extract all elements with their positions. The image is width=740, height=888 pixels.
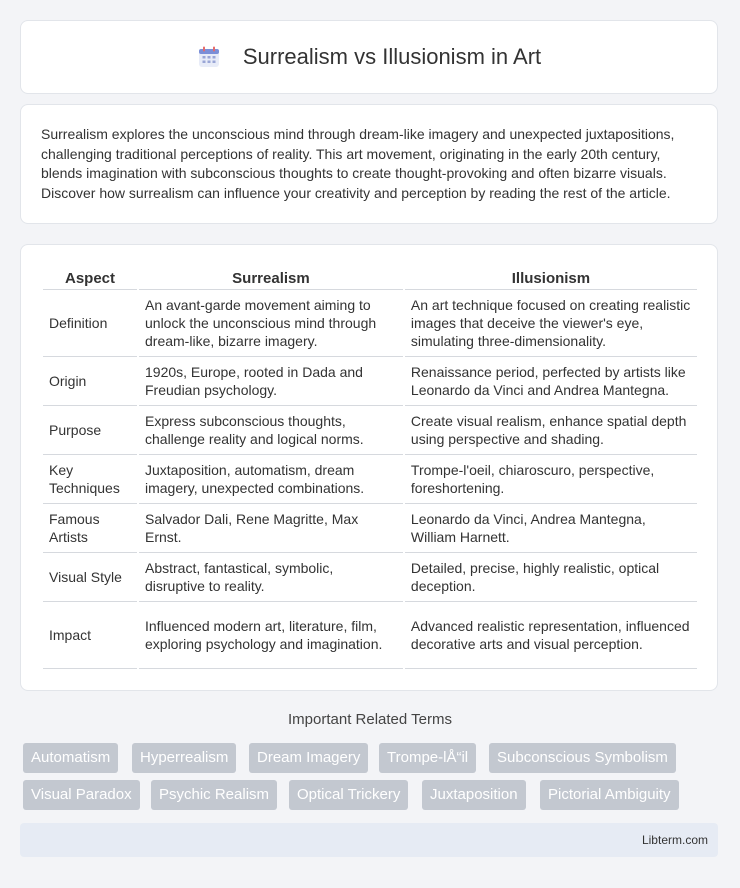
term-tag[interactable]: Visual Paradox xyxy=(23,780,140,810)
row-surrealism: Express subconscious thoughts, challenge reality and logical norms. xyxy=(139,406,403,455)
header-card xyxy=(20,20,718,94)
row-illusionism: Detailed, precise, highly realistic, optical deception. xyxy=(405,553,697,602)
table-header-row xyxy=(43,267,697,290)
row-illusionism: Leonardo da Vinci, Andrea Mantegna, William Harnett. xyxy=(405,504,697,553)
table-row xyxy=(43,290,697,357)
term-tag[interactable]: Automatism xyxy=(23,743,118,773)
term-tag[interactable]: Trompe-lÅ“il xyxy=(379,743,476,773)
row-aspect: Famous Artists xyxy=(43,504,137,553)
row-surrealism: Salvador Dali, Rene Magritte, Max Ernst. xyxy=(139,504,403,553)
row-aspect: Purpose xyxy=(43,406,137,455)
row-illusionism: Renaissance period, perfected by artists like Leonardo da Vinci and Andrea Mantegna. xyxy=(405,357,697,406)
row-surrealism: Abstract, fantastical, symbolic, disruptive to reality. xyxy=(139,553,403,602)
term-tag[interactable]: Pictorial Ambiguity xyxy=(540,780,679,810)
table-row xyxy=(43,553,697,602)
row-surrealism: 1920s, Europe, rooted in Dada and Freudian psychology. xyxy=(139,357,403,406)
row-surrealism: Juxtaposition, automatism, dream imagery, unexpected combinations. xyxy=(139,455,403,504)
row-surrealism: Influenced modern art, literature, film, exploring psychology and imagination. xyxy=(139,602,403,669)
term-tag[interactable]: Optical Trickery xyxy=(289,780,408,810)
header-illusionism: Illusionism xyxy=(405,267,697,290)
term-tag[interactable]: Hyperrealism xyxy=(132,743,236,773)
row-aspect: Definition xyxy=(43,290,137,357)
header-aspect: Aspect xyxy=(43,267,137,290)
table-row xyxy=(43,602,697,669)
intro-card xyxy=(20,104,718,224)
row-aspect: Origin xyxy=(43,357,137,406)
footer-site-link[interactable]: Libterm.com xyxy=(641,833,708,847)
row-illusionism: Advanced realistic representation, influenced decorative arts and visual perception. xyxy=(405,602,697,669)
term-tag[interactable]: Psychic Realism xyxy=(151,780,277,810)
row-aspect: Impact xyxy=(43,602,137,669)
intro-text: Surrealism explores the unconscious mind through dream-like imagery and unexpected juxtapositions, challenging traditional perceptions of reality. This art movement, originating in the early 20th century, blends imagination with subconscious thoughts to create thought-provoking and often bizarre visuals. Discover how surrealism can influence your creativity and perception by reading the rest of the article. xyxy=(41,126,675,201)
related-terms-title: Important Related Terms xyxy=(288,711,452,728)
row-aspect: Visual Style xyxy=(43,553,137,602)
comparison-card xyxy=(20,244,718,691)
row-surrealism: An avant-garde movement aiming to unlock the unconscious mind through dream-like, bizarre imagery. xyxy=(139,290,403,357)
term-tag[interactable]: Dream Imagery xyxy=(249,743,368,773)
table-row xyxy=(43,357,697,406)
footer xyxy=(20,823,718,857)
row-illusionism: Create visual realism, enhance spatial depth using perspective and shading. xyxy=(405,406,697,455)
calendar-icon xyxy=(197,45,221,69)
table-row xyxy=(43,455,697,504)
row-illusionism: Trompe-l'oeil, chiaroscuro, perspective, foreshortening. xyxy=(405,455,697,504)
table-row xyxy=(43,406,697,455)
row-aspect: Key Techniques xyxy=(43,455,137,504)
term-tag[interactable]: Juxtaposition xyxy=(422,780,526,810)
table-row xyxy=(43,504,697,553)
term-tag[interactable]: Subconscious Symbolism xyxy=(489,743,676,773)
page-title: Surrealism vs Illusionism in Art xyxy=(242,44,542,69)
header-surrealism: Surrealism xyxy=(139,267,403,290)
comparison-table xyxy=(41,267,699,669)
row-illusionism: An art technique focused on creating realistic images that deceive the viewer's eye, simulating three-dimensionality. xyxy=(405,290,697,357)
